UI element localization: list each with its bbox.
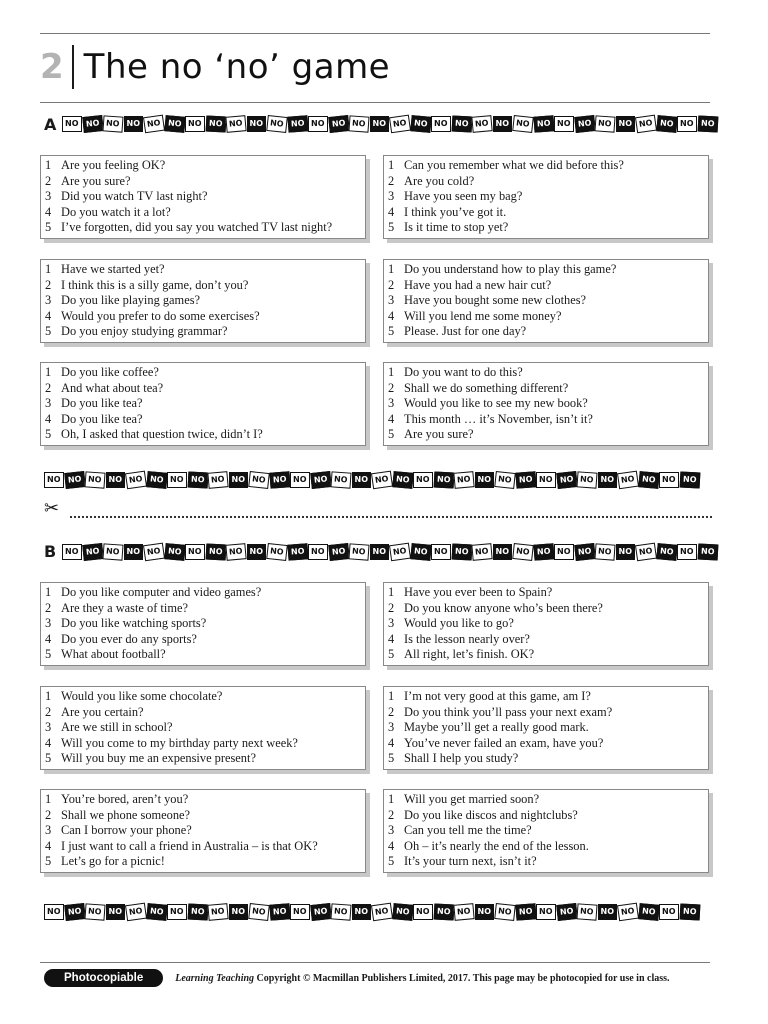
question-item: 2 Are you certain? — [45, 704, 144, 719]
question-item: 5 Shall I help you study? — [388, 751, 519, 766]
header-divider — [72, 45, 74, 89]
no-tag: NO — [352, 472, 372, 488]
no-tag: NO — [533, 115, 554, 132]
header-rule — [40, 102, 710, 103]
no-tag: NO — [348, 543, 369, 560]
question-item: 4 This month … it’s November, isn’t it? — [388, 411, 593, 426]
no-tag: NO — [556, 903, 577, 921]
no-tag: NO — [638, 471, 659, 489]
no-tag: NO — [431, 544, 451, 560]
no-tag: NO — [471, 543, 492, 561]
question-item: 4 You’ve never failed an exam, have you? — [388, 735, 604, 750]
no-tag: NO — [248, 903, 269, 921]
no-tag: NO — [598, 472, 618, 488]
question-item: 3 Have you bought some new clothes? — [388, 293, 587, 308]
question-item: 5 It’s your turn next, isn’t it? — [388, 854, 537, 869]
no-tag: NO — [229, 904, 249, 920]
question-item: 4 Do you watch it a lot? — [45, 204, 171, 219]
question-item: 2 Do you think you’ll pass your next exam? — [388, 704, 613, 719]
question-item: 5 Let’s go for a picnic! — [45, 854, 165, 869]
no-tag: NO — [576, 903, 597, 920]
book-title: Learning Teaching — [175, 972, 255, 984]
question-item: 4 Would you prefer to do some exercises? — [45, 308, 260, 323]
no-strip — [62, 542, 715, 562]
no-tag: NO — [229, 472, 249, 488]
no-tag: NO — [638, 903, 659, 921]
no-tag: NO — [125, 903, 147, 922]
no-tag: NO — [554, 116, 574, 132]
question-item: 1 Do you understand how to play this game? — [388, 262, 617, 276]
no-tag: NO — [82, 115, 103, 133]
no-tag: NO — [124, 544, 144, 560]
no-tag: NO — [471, 115, 492, 133]
no-tag: NO — [290, 472, 310, 488]
no-tag: NO — [187, 472, 207, 489]
no-tag: NO — [328, 543, 349, 561]
question-item: 5 Are you sure? — [388, 427, 474, 442]
no-tag: NO — [44, 904, 64, 920]
scissors-icon: ✂ — [44, 498, 60, 519]
question-item: 5 Is it time to stop yet? — [388, 220, 509, 235]
copyright-text: Copyright © Macmillan Publishers Limited, 2017. This page may be photocopied for use in class. — [254, 972, 670, 984]
question-item: 4 Do you like tea? — [45, 411, 143, 426]
question-card — [40, 789, 366, 873]
no-tag: NO — [389, 543, 411, 562]
question-item: 3 Do you like playing games? — [45, 293, 201, 308]
no-tag: NO — [269, 471, 290, 488]
no-tag: NO — [659, 904, 679, 920]
no-tag: NO — [146, 471, 167, 489]
question-card — [40, 582, 366, 666]
question-card — [40, 259, 366, 343]
cut-line — [44, 498, 712, 519]
no-tag: NO — [616, 544, 636, 560]
section-letter-b: B — [44, 542, 57, 561]
question-item: 2 Are they a waste of time? — [45, 600, 188, 615]
question-item: 1 I’m not very good at this game, am I? — [388, 689, 591, 703]
question-item: 2 Are you sure? — [45, 173, 131, 188]
no-tag: NO — [167, 904, 187, 920]
no-tag: NO — [185, 544, 205, 560]
no-tag: NO — [62, 116, 82, 132]
question-item: 4 Will you lend me some money? — [388, 308, 562, 323]
no-tag: NO — [453, 471, 474, 489]
no-tag: NO — [205, 544, 225, 561]
no-tag: NO — [348, 115, 369, 132]
no-tag: NO — [493, 116, 513, 132]
no-tag: NO — [164, 115, 185, 133]
no-tag: NO — [371, 903, 393, 922]
question-item: 1 Are you feeling OK? — [45, 158, 166, 172]
question-item: 3 Can you tell me the time? — [388, 823, 532, 838]
question-card — [40, 155, 366, 239]
question-item: 1 Can you remember what we did before this? — [388, 158, 624, 172]
question-item: 5 Oh, I asked that question twice, didn’t I? — [45, 427, 263, 442]
no-tag: NO — [64, 903, 85, 921]
no-tag: NO — [410, 115, 431, 133]
question-item: 2 Are you cold? — [388, 173, 475, 188]
no-tag: NO — [594, 543, 615, 560]
no-tag: NO — [413, 472, 433, 488]
no-tag: NO — [451, 116, 471, 133]
question-card — [383, 155, 709, 239]
no-tag: NO — [247, 116, 267, 132]
no-tag: NO — [124, 116, 144, 132]
question-item: 5 Please. Just for one day? — [388, 324, 527, 339]
no-tag: NO — [102, 115, 123, 132]
no-tag: NO — [328, 115, 349, 133]
question-item: 1 Have we started yet? — [45, 262, 165, 276]
no-tag: NO — [433, 472, 453, 489]
question-item: 4 I just want to call a friend in Australia – is that OK? — [45, 838, 318, 853]
no-tag: NO — [287, 115, 308, 132]
question-item: 5 All right, let’s finish. OK? — [388, 647, 535, 662]
no-tag: NO — [308, 116, 328, 132]
no-tag: NO — [533, 543, 554, 560]
no-tag: NO — [656, 543, 677, 561]
no-tag: NO — [494, 903, 515, 921]
no-tag: NO — [44, 472, 64, 488]
no-tag: NO — [679, 472, 699, 489]
question-item: 3 Are we still in school? — [45, 720, 173, 735]
no-tag: NO — [266, 115, 287, 133]
dotted-line — [70, 516, 712, 518]
question-card — [383, 789, 709, 873]
no-tag: NO — [494, 471, 515, 489]
no-tag: NO — [536, 904, 556, 920]
question-item: 2 Shall we do something different? — [388, 380, 569, 395]
no-tag: NO — [248, 471, 269, 489]
no-tag: NO — [143, 543, 165, 562]
no-tag: NO — [290, 904, 310, 920]
question-item: 1 Have you ever been to Spain? — [388, 585, 553, 599]
no-tag: NO — [167, 472, 187, 488]
no-tag: NO — [84, 903, 105, 920]
no-tag: NO — [310, 903, 331, 921]
question-item: 2 Do you like discos and nightclubs? — [388, 807, 578, 822]
question-item: 2 And what about tea? — [45, 380, 164, 395]
no-strip — [62, 114, 715, 134]
no-tag: NO — [453, 903, 474, 921]
no-tag: NO — [413, 904, 433, 920]
no-tag: NO — [269, 903, 290, 920]
question-item: 4 Do you ever do any sports? — [45, 631, 197, 646]
no-tag: NO — [146, 903, 167, 921]
no-tag: NO — [106, 904, 126, 920]
no-tag: NO — [62, 544, 82, 560]
no-tag: NO — [370, 544, 390, 560]
question-item: 1 Will you get married soon? — [388, 792, 540, 806]
copyright-notice — [175, 973, 669, 984]
question-item: 5 Will you buy me an expensive present? — [45, 751, 256, 766]
no-tag: NO — [392, 903, 413, 921]
question-card — [383, 362, 709, 446]
question-item: 3 Would you like to see my new book? — [388, 396, 588, 411]
no-tag: NO — [594, 115, 615, 132]
no-tag: NO — [371, 471, 393, 490]
question-item: 2 I think this is a silly game, don’t you? — [45, 277, 249, 292]
question-item: 3 Do you like watching sports? — [45, 616, 207, 631]
no-tag: NO — [225, 543, 246, 561]
no-tag: NO — [512, 543, 533, 561]
footer-rule — [40, 962, 710, 963]
no-tag: NO — [330, 903, 351, 920]
no-strip — [44, 902, 712, 922]
no-tag: NO — [576, 471, 597, 488]
no-tag: NO — [617, 471, 639, 490]
no-tag: NO — [247, 544, 267, 560]
page-title: The no ‘no’ game — [83, 47, 391, 87]
no-tag: NO — [287, 543, 308, 560]
question-item: 1 Do you like coffee? — [45, 365, 159, 379]
no-tag: NO — [392, 471, 413, 489]
question-item: 4 Is the lesson nearly over? — [388, 631, 530, 646]
no-tag: NO — [679, 904, 699, 921]
no-tag: NO — [266, 543, 287, 561]
no-tag: NO — [598, 904, 618, 920]
no-tag: NO — [574, 115, 595, 133]
question-item: 1 Would you like some chocolate? — [45, 689, 223, 703]
no-tag: NO — [82, 543, 103, 561]
question-item: 2 Do you know anyone who’s been there? — [388, 600, 603, 615]
photocopiable-badge: Photocopiable — [44, 969, 163, 987]
question-item: 2 Have you had a new hair cut? — [388, 277, 552, 292]
no-tag: NO — [617, 903, 639, 922]
page-header — [40, 42, 390, 92]
question-item: 5 What about football? — [45, 647, 166, 662]
no-tag: NO — [493, 544, 513, 560]
no-tag: NO — [451, 544, 471, 561]
no-tag: NO — [125, 471, 147, 490]
no-tag: NO — [185, 116, 205, 132]
no-tag: NO — [389, 115, 411, 134]
no-tag: NO — [352, 904, 372, 920]
no-tag: NO — [515, 471, 536, 488]
no-tag: NO — [205, 116, 225, 133]
no-tag: NO — [187, 904, 207, 921]
no-tag: NO — [330, 471, 351, 488]
question-item: 2 Shall we phone someone? — [45, 807, 191, 822]
no-tag: NO — [635, 543, 657, 562]
no-tag: NO — [659, 472, 679, 488]
no-tag: NO — [308, 544, 328, 560]
question-item: 3 Maybe you’ll get a really good mark. — [388, 720, 589, 735]
no-tag: NO — [64, 471, 85, 489]
no-tag: NO — [310, 471, 331, 489]
page-footer — [44, 968, 714, 988]
no-tag: NO — [102, 543, 123, 560]
question-card — [383, 259, 709, 343]
no-tag: NO — [512, 115, 533, 133]
no-tag: NO — [433, 904, 453, 921]
question-item: 3 Did you watch TV last night? — [45, 189, 208, 204]
no-tag: NO — [554, 544, 574, 560]
question-item: 1 Do you want to do this? — [388, 365, 523, 379]
no-tag: NO — [84, 471, 105, 488]
no-tag: NO — [574, 543, 595, 561]
question-item: 3 Can I borrow your phone? — [45, 823, 192, 838]
question-item: 3 Would you like to go? — [388, 616, 514, 631]
question-card — [383, 686, 709, 770]
question-card — [40, 362, 366, 446]
question-item: 5 I’ve forgotten, did you say you watched TV last night? — [45, 220, 333, 235]
question-item: 3 Do you like tea? — [45, 396, 143, 411]
no-tag: NO — [697, 116, 717, 133]
no-tag: NO — [697, 544, 717, 561]
section-letter-a: A — [44, 115, 57, 134]
no-tag: NO — [515, 903, 536, 920]
no-tag: NO — [475, 472, 495, 488]
no-tag: NO — [475, 904, 495, 920]
no-tag: NO — [556, 471, 577, 489]
question-item: 4 I think you’ve got it. — [388, 204, 507, 219]
no-tag: NO — [225, 115, 246, 133]
question-item: 4 Will you come to my birthday party next week? — [45, 735, 298, 750]
no-tag: NO — [635, 115, 657, 134]
no-tag: NO — [370, 116, 390, 132]
question-item: 5 Do you enjoy studying grammar? — [45, 324, 228, 339]
no-tag: NO — [106, 472, 126, 488]
no-tag: NO — [656, 115, 677, 133]
top-rule — [40, 33, 710, 34]
no-tag: NO — [207, 903, 228, 921]
question-card — [383, 582, 709, 666]
question-card — [40, 686, 366, 770]
no-tag: NO — [207, 471, 228, 489]
question-item: 1 You’re bored, aren’t you? — [45, 792, 189, 806]
question-item: 3 Have you seen my bag? — [388, 189, 523, 204]
question-item: 1 Do you like computer and video games? — [45, 585, 262, 599]
no-tag: NO — [143, 115, 165, 134]
no-tag: NO — [616, 116, 636, 132]
no-tag: NO — [677, 544, 697, 560]
unit-number: 2 — [40, 47, 64, 87]
no-tag: NO — [536, 472, 556, 488]
no-tag: NO — [677, 116, 697, 132]
no-tag: NO — [431, 116, 451, 132]
question-item: 4 Oh – it’s nearly the end of the lesson. — [388, 838, 589, 853]
no-strip — [44, 470, 712, 490]
no-tag: NO — [164, 543, 185, 561]
no-tag: NO — [410, 543, 431, 561]
